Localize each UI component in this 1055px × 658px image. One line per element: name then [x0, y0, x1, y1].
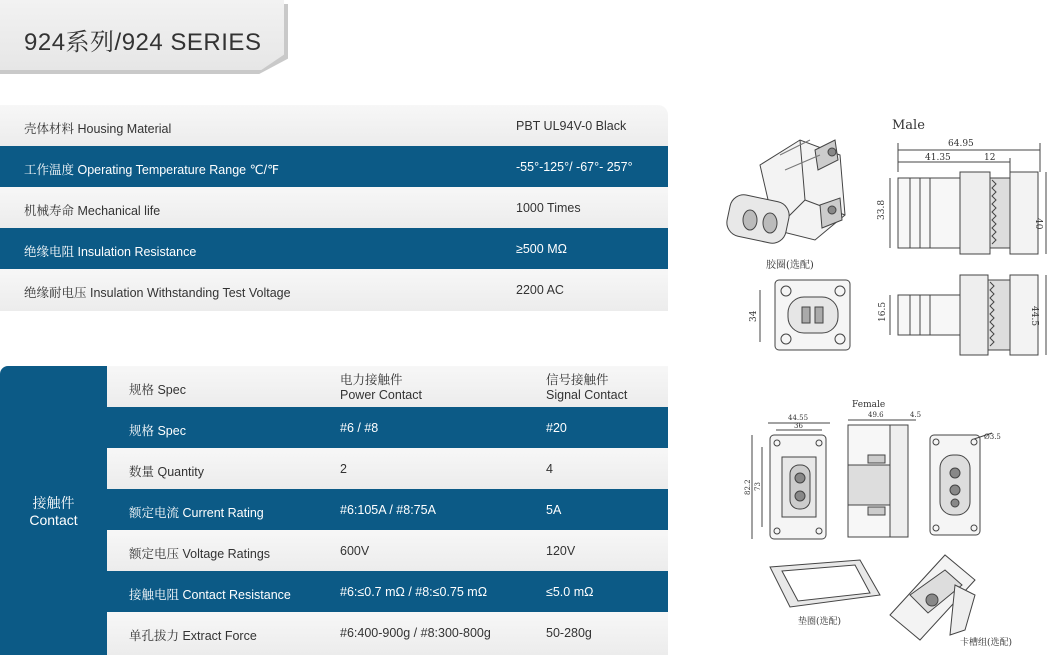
contact-row-label: 额定电压 Voltage Ratings — [129, 547, 271, 561]
female-dim-44: 44.55 — [788, 414, 809, 422]
female-dim-73: 73 — [754, 482, 762, 491]
female-back-view — [930, 433, 992, 535]
female-bracket-view — [890, 555, 975, 640]
contact-label-cn: 接触件 — [32, 495, 75, 511]
contact-row-signal: #20 — [546, 421, 567, 435]
female-dim-d: Ø3.5 — [984, 433, 1001, 441]
male-bottom-view — [890, 275, 1046, 355]
male-dim-a: 41.35 — [925, 153, 951, 163]
male-dim-16: 16.5 — [878, 301, 888, 322]
spec-row — [0, 187, 668, 228]
contact-row-power: 2 — [340, 462, 347, 476]
female-bracket-label: 卡槽组(选配) — [960, 638, 1013, 648]
spec-row — [0, 269, 668, 311]
female-gasket-label: 垫圈(选配) — [798, 617, 842, 627]
male-isometric-view — [724, 140, 845, 246]
male-gasket-label: 胶圈(选配) — [766, 260, 814, 271]
contact-label-en: Contact — [29, 512, 78, 528]
spec-label: 工作温度 Operating Temperature Range ℃/℉ — [24, 163, 279, 177]
female-title: Female — [852, 400, 886, 410]
contact-row-power: 600V — [340, 544, 370, 558]
contact-row-signal: 4 — [546, 462, 553, 476]
contact-row-power: #6 / #8 — [340, 421, 379, 435]
spec-value: PBT UL94V-0 Black — [516, 119, 627, 133]
male-dim-total: 64.95 — [948, 139, 974, 149]
spec-row — [0, 228, 668, 269]
contact-row-power: #6:400-900g / #8:300-800g — [340, 626, 491, 640]
header-signal-en: Signal Contact — [546, 388, 628, 402]
contact-row-label: 接触电阻 Contact Resistance — [129, 588, 291, 602]
spec-value: 1000 Times — [516, 201, 581, 215]
contact-row — [107, 530, 668, 571]
contact-section-label — [0, 366, 107, 655]
contact-row-signal: 5A — [546, 503, 562, 517]
contact-row-signal: 120V — [546, 544, 576, 558]
spec-label: 绝缘耐电压 Insulation Withstanding Test Voltage — [24, 286, 291, 300]
male-dim-34: 34 — [749, 310, 759, 322]
spec-value: 2200 AC — [516, 283, 564, 297]
contact-row — [107, 489, 668, 530]
contact-row-label: 数量 Quantity — [129, 465, 205, 479]
female-dim-45: 4.5 — [910, 411, 922, 419]
female-dim-49: 49.6 — [868, 411, 884, 419]
header-signal — [546, 373, 627, 403]
female-gasket-view — [770, 560, 880, 607]
male-title: Male — [892, 118, 925, 133]
contact-row-label: 单孔拔力 Extract Force — [129, 629, 257, 643]
header-power-cn: 电力接触件 — [340, 373, 403, 387]
male-dim-b: 12 — [984, 153, 996, 163]
contact-row — [107, 448, 668, 489]
contact-row-signal: ≤5.0 mΩ — [546, 585, 594, 599]
housing-spec-table — [0, 105, 668, 311]
contact-spec-table — [0, 366, 668, 655]
female-dim-36: 36 — [794, 422, 803, 430]
female-dim-82: 82.2 — [744, 479, 752, 495]
spec-value: -55°-125°/ -67°- 257° — [516, 160, 633, 174]
female-connector-drawing — [740, 395, 1040, 653]
contact-header-row — [107, 366, 668, 407]
contact-row — [107, 612, 668, 655]
male-front-view — [760, 280, 850, 350]
contact-row — [107, 571, 668, 612]
male-side-view — [890, 143, 1046, 254]
header-spec: 规格 Spec — [129, 383, 186, 397]
contact-row-power: #6:105A / #8:75A — [340, 503, 436, 517]
page-title: 924系列/924 SERIES — [24, 29, 262, 56]
contact-row-signal: 50-280g — [546, 626, 592, 640]
male-dim-h2: 40 — [1033, 218, 1043, 230]
male-connector-drawing — [720, 110, 1050, 365]
spec-label: 壳体材料 Housing Material — [24, 122, 172, 136]
male-dim-h1: 33.8 — [877, 199, 887, 220]
spec-row — [0, 146, 668, 187]
series-title-tab — [0, 0, 290, 76]
contact-row-power: #6:≤0.7 mΩ / #8:≤0.75 mΩ — [340, 585, 488, 599]
header-power — [340, 373, 422, 403]
spec-label: 机械寿命 Mechanical life — [24, 204, 161, 218]
header-power-en: Power Contact — [340, 388, 422, 402]
male-dim-44: 44.5 — [1029, 306, 1039, 327]
female-side-view — [848, 420, 916, 537]
spec-label: 绝缘电阻 Insulation Resistance — [24, 245, 197, 259]
spec-value: ≥500 MΩ — [516, 242, 567, 256]
contact-row — [107, 407, 668, 448]
header-signal-cn: 信号接触件 — [546, 373, 609, 387]
contact-row-label: 额定电流 Current Rating — [129, 506, 264, 520]
contact-row-label: 规格 Spec — [129, 424, 186, 438]
spec-row — [0, 105, 668, 146]
female-front-view — [752, 423, 830, 539]
